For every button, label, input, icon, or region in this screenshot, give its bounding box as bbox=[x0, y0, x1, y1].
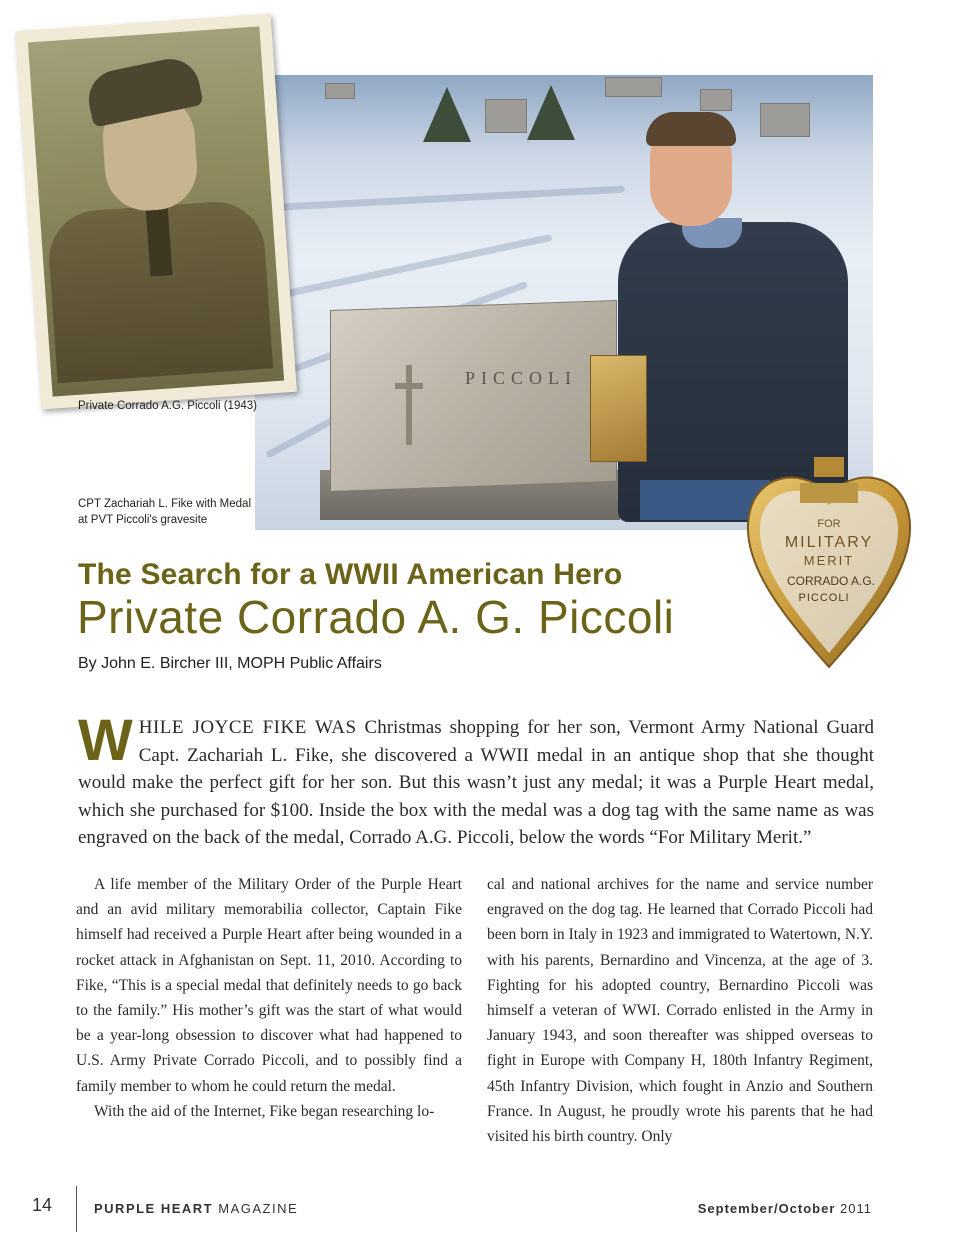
issue-date bbox=[698, 1201, 872, 1216]
page-number: 14 bbox=[32, 1195, 53, 1215]
issue-date-year: 2011 bbox=[835, 1201, 872, 1216]
medal-text-surname: PICCOLI bbox=[798, 592, 850, 604]
magazine-name bbox=[94, 1201, 298, 1216]
background-headstone bbox=[325, 83, 355, 99]
magazine-name-bold: PURPLE HEART bbox=[94, 1201, 214, 1216]
medal-ribbon-loop bbox=[814, 457, 844, 477]
purple-heart-medal-back bbox=[742, 455, 917, 670]
coat-of-arms bbox=[800, 483, 858, 503]
body-column-left bbox=[76, 872, 462, 1124]
cross-engraving bbox=[395, 365, 423, 445]
medal-text-merit: MERIT bbox=[803, 553, 855, 568]
background-headstone bbox=[700, 89, 732, 111]
snowy-shrub bbox=[423, 87, 471, 142]
drop-cap: W bbox=[78, 708, 133, 773]
article-kicker: The Search for a WWII American Hero bbox=[78, 558, 623, 591]
magazine-name-light: MAGAZINE bbox=[213, 1201, 299, 1216]
paragraph: A life member of the Military Order of the Purple Heart and an avid military memorabilia collector, Captain Fike himself had received a Purple Heart after being wounded in a rocket attack in Afghanistan on Sept. 11, 2010. According to Fike, “This is a special medal that definitely needs to go back to the family.” His mother’s gift was the start of what would be a year-long obsession to discover what had happened to U.S. Army Private Corrado Piccoli, and to possibly find a family member to whom he could return the medal. bbox=[76, 876, 462, 1095]
paragraph: cal and national archives for the name and service number engraved on the dog tag. He learned that Corrado Piccoli had been born in Italy in 1923 and immigrated to Watertown, N.Y. with his parents, Bernardino and Vincenza, at the age of 3. Fighting for his adopted country, Bernardino Piccoli was himself a veteran of WWI. Corrado enlisted in the Army in January 1943, and soon thereafter was shipped overseas to fight in Europe with Company H, 180th Infantry Regiment, 45th Infantry Division, which fought in Anzio and Southern France. In August, he proudly wrote his parents that he had visited his birth country. Only bbox=[487, 876, 873, 1146]
article-lede bbox=[78, 708, 874, 852]
tree-shadow bbox=[265, 186, 625, 212]
medal-text-military: MILITARY bbox=[784, 534, 874, 551]
article-headline: Private Corrado A. G. Piccoli bbox=[77, 591, 675, 643]
issue-date-months: September/October bbox=[697, 1201, 836, 1216]
medal-text-for: FOR bbox=[817, 518, 841, 530]
article-byline: By John E. Bircher III, MOPH Public Affairs bbox=[78, 655, 382, 672]
hair bbox=[646, 112, 736, 146]
lede-text: Christmas shopping for her son, Vermont Army National Guard Capt. Zachariah L. Fike, she discovered a WWII medal in an antique shop that she thought would make the perfect gift for her son. But this wasn’t just any medal; it was a Purple Heart medal, which she purchased for $100. Inside the box with the medal was a dog tag with the same name as was engraved on the back of the medal, Corrado A.G. Piccoli, below the words “For Military Merit.” bbox=[78, 717, 874, 848]
main-photo-caption: CPT Zachariah L. Fike with Medal at PVT Piccoli's gravesite bbox=[78, 498, 251, 526]
background-headstone bbox=[485, 99, 527, 133]
medal-text-name: CORRADO A.G. bbox=[786, 574, 876, 588]
lede-smallcaps: HILE JOYCE FIKE WAS bbox=[138, 717, 357, 738]
headstone-name: PICCOLI bbox=[465, 368, 578, 388]
portrait-image bbox=[28, 26, 284, 396]
vintage-portrait bbox=[15, 14, 297, 410]
paragraph: With the aid of the Internet, Fike began researching lo- bbox=[94, 1102, 435, 1120]
medal-case bbox=[590, 355, 647, 462]
inset-caption: Private Corrado A.G. Piccoli (1943) bbox=[78, 400, 257, 412]
footer-divider bbox=[76, 1186, 77, 1232]
piccoli-headstone bbox=[330, 300, 617, 492]
heart-inner bbox=[760, 491, 898, 653]
snowy-shrub bbox=[527, 85, 575, 140]
body-column-right bbox=[487, 872, 873, 1149]
background-headstone bbox=[605, 77, 662, 97]
